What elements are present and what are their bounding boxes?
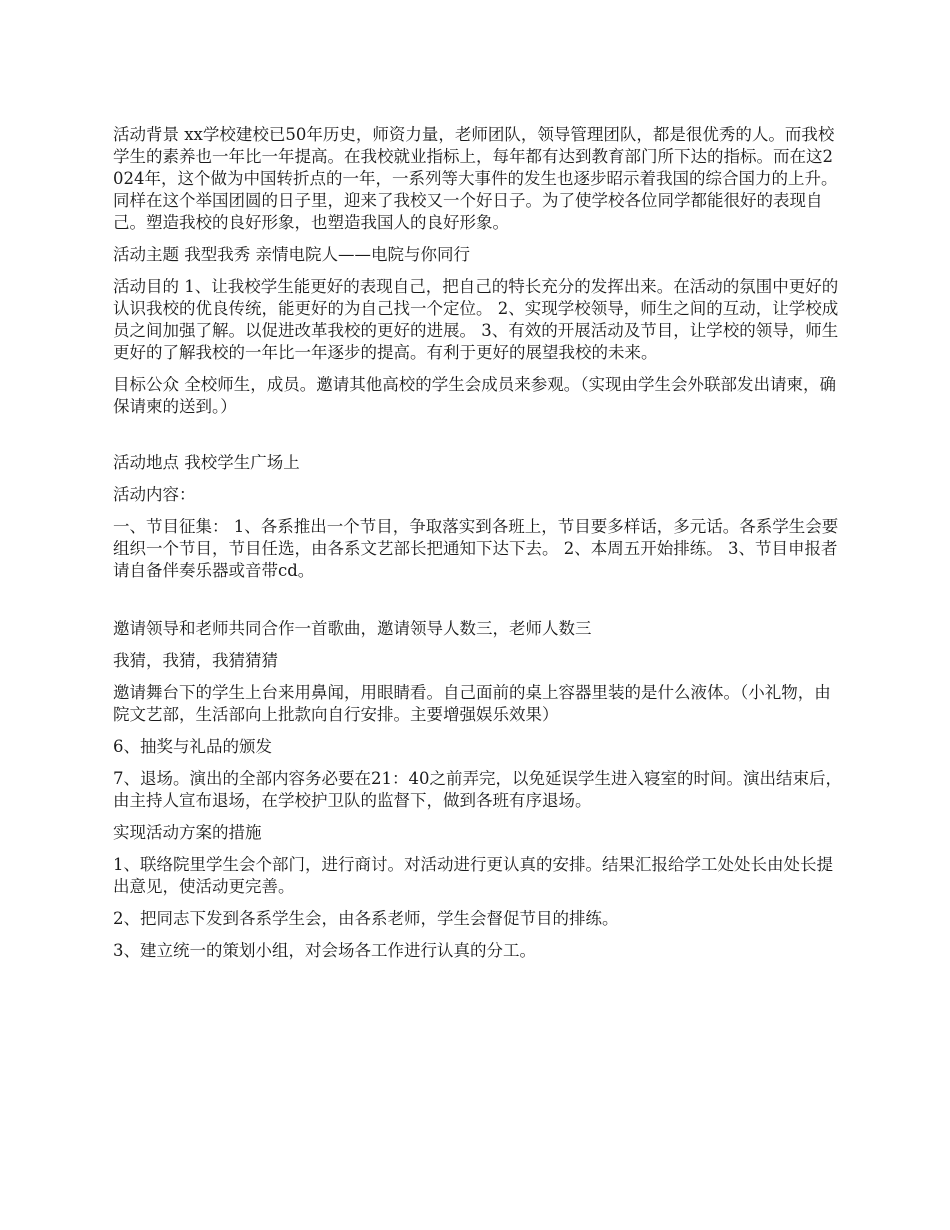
paragraph-content-heading: 活动内容： xyxy=(113,485,196,504)
paragraph-program-collection: 一、节目征集： 1、各系推出一个节目，争取落实到各班上，节目要多样话，多元话。各系学生会要组织一个节目，节目任选，由各系文艺部长把通知下达下去。 2、本周五开始排练。 3、节目申报者请自备伴奏乐器或音带cd。 xyxy=(113,517,839,580)
paragraph-measure-1: 1、联络院里学生会个部门，进行商讨。对活动进行更认真的安排。结果汇报给学工处处长由处长提出意见，使活动更完善。 xyxy=(113,855,833,896)
paragraph-background: 活动背景 xx学校建校已50年历史，师资力量，老师团队，领导管理团队，都是很优秀的人。而我校学生的素养也一年比一年提高。在我校就业指标上，每年都有达到教育部门所下达的指标。而在这2024年，这个做为中国转折点的一年，一系列等大事件的发生也逐步昭示着我国的综合国力的上升。同样在这个举国团圆的日子里，迎来了我校又一个好日子。为了使学校各位同学都能很好的表现自己。塑造我校的良好形象，也塑造我国人的良好形象。 xyxy=(113,125,838,232)
paragraph-target-audience: 目标公众 全校师生，成员。邀请其他高校的学生会成员来参观。（实现由学生会外联部发出请柬，确保请柬的送到。） xyxy=(113,375,836,416)
paragraph-measure-2: 2、把同志下发到各系学生会，由各系老师，学生会督促节目的排练。 xyxy=(113,909,619,928)
paragraph-exit: 7、退场。演出的全部内容务必要在21：40之前弄完，以免延误学生进入寝室的时间。演出结束后，由主持人宣布退场，在学校护卫队的监督下，做到各班有序退场。 xyxy=(113,769,842,810)
paragraph-invite-song: 邀请领导和老师共同合作一首歌曲，邀请领导人数三，老师人数三 xyxy=(113,619,592,638)
paragraph-guess-game-detail: 邀请舞台下的学生上台来用鼻闻，用眼睛看。自己面前的桌上容器里装的是什么液体。（小礼物，由院文艺部，生活部向上批款向自行安排。主要增强娱乐效果） xyxy=(113,683,831,724)
paragraph-measure-3: 3、建立统一的策划小组，对会场各工作进行认真的分工。 xyxy=(113,941,536,960)
paragraph-lottery: 6、抽奖与礼品的颁发 xyxy=(113,737,272,756)
paragraph-purpose: 活动目的 1、让我校学生能更好的表现自己，把自己的特长充分的发挥出来。在活动的氛围中更好的认识我校的优良传统，能更好的为自己找一个定位。 2、实现学校领导，师生之间的互动，让学校成员之间加强了解。以促进改革我校的更好的进展。 3、有效的开展活动及节目，让学校的领导，师生更好的了解我校的一年比一年逐步的提高。有利于更好的展望我校的未来。 xyxy=(113,277,839,362)
document-body xyxy=(113,124,843,972)
paragraph-guess-game: 我猜，我猜，我猜猜猜 xyxy=(113,651,278,670)
paragraph-theme: 活动主题 我型我秀 亲情电院人——电院与你同行 xyxy=(113,245,470,264)
paragraph-location: 活动地点 我校学生广场上 xyxy=(113,453,300,472)
paragraph-measures-heading: 实现活动方案的措施 xyxy=(113,823,262,842)
